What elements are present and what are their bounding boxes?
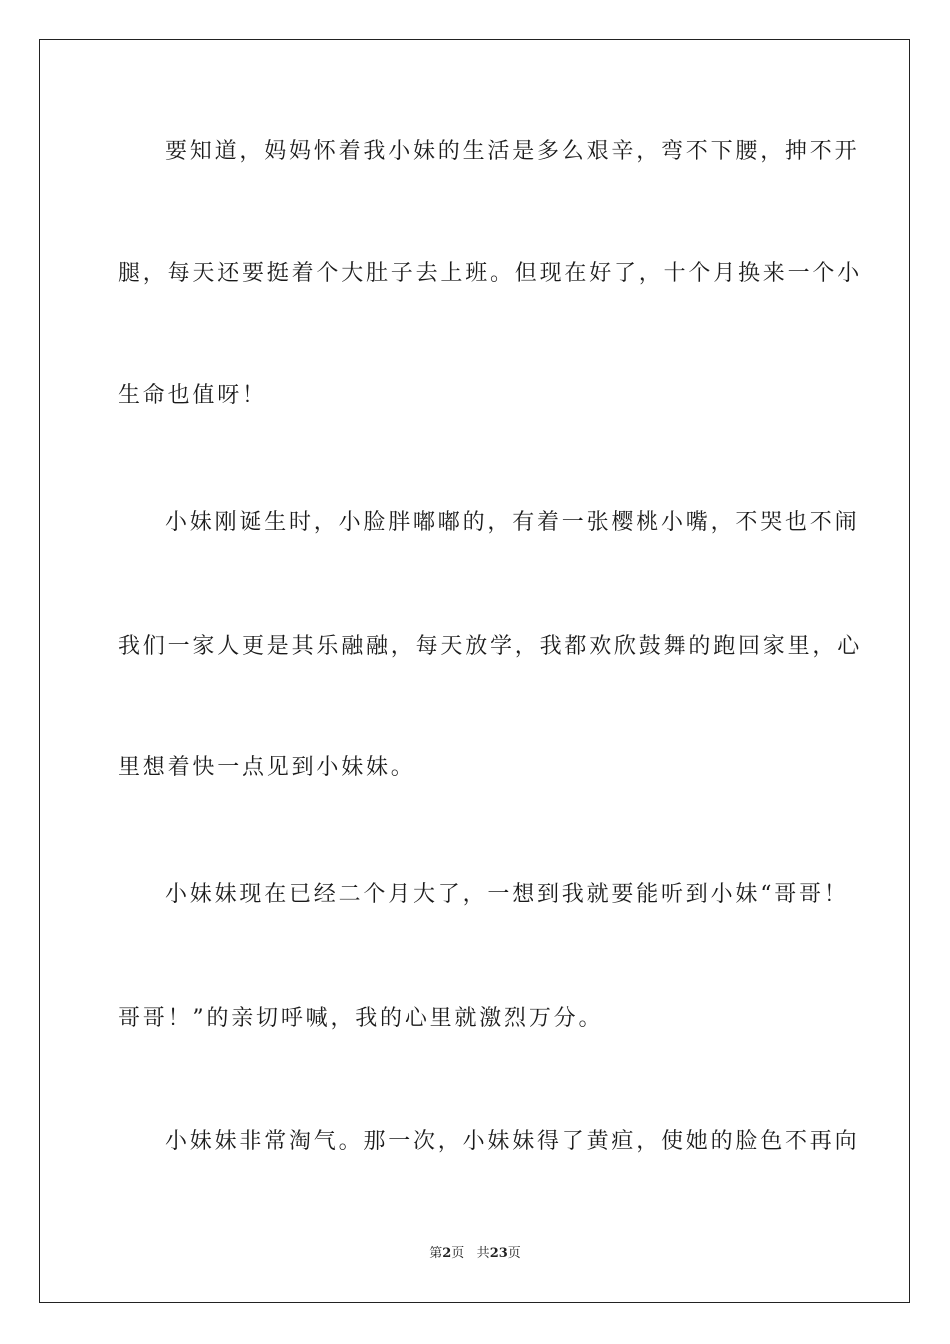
total-pages-number: 23	[489, 1246, 508, 1261]
current-page-number: 2	[442, 1246, 452, 1261]
paragraph-3-line-2: 哥哥！”的亲切呼喊，我的心里就激烈万分。	[118, 1006, 604, 1031]
paragraph-2-line-2: 我们一家人更是其乐融融，每天放学，我都欢欣鼓舞的跑回家里，心	[118, 634, 863, 659]
page-frame	[39, 39, 910, 1303]
footer-prefix: 第	[429, 1246, 443, 1261]
footer-total-suffix: 页	[507, 1246, 521, 1261]
paragraph-1-line-3: 生命也值呀！	[118, 383, 267, 408]
paragraph-1-line-2: 腿，每天还要挺着个大肚子去上班。但现在好了，十个月换来一个小	[118, 261, 863, 286]
paragraph-1-line-1: 要知道，妈妈怀着我小妹的生活是多么艰辛，弯不下腰，抻不开	[165, 139, 860, 164]
footer-total-prefix: 共	[476, 1246, 490, 1261]
page-footer	[0, 1245, 950, 1263]
paragraph-3-line-1: 小妹妹现在已经二个月大了，一想到我就要能听到小妹“哥哥！	[165, 882, 849, 907]
footer-page-suffix: 页	[451, 1246, 465, 1261]
paragraph-2-line-1: 小妹刚诞生时，小脸胖嘟嘟的，有着一张樱桃小嘴，不哭也不闹	[165, 510, 860, 535]
paragraph-2-line-3: 里想着快一点见到小妹妹。	[118, 755, 416, 780]
paragraph-4-line-1: 小妹妹非常淘气。那一次，小妹妹得了黄疸，使她的脸色不再向	[165, 1129, 860, 1154]
